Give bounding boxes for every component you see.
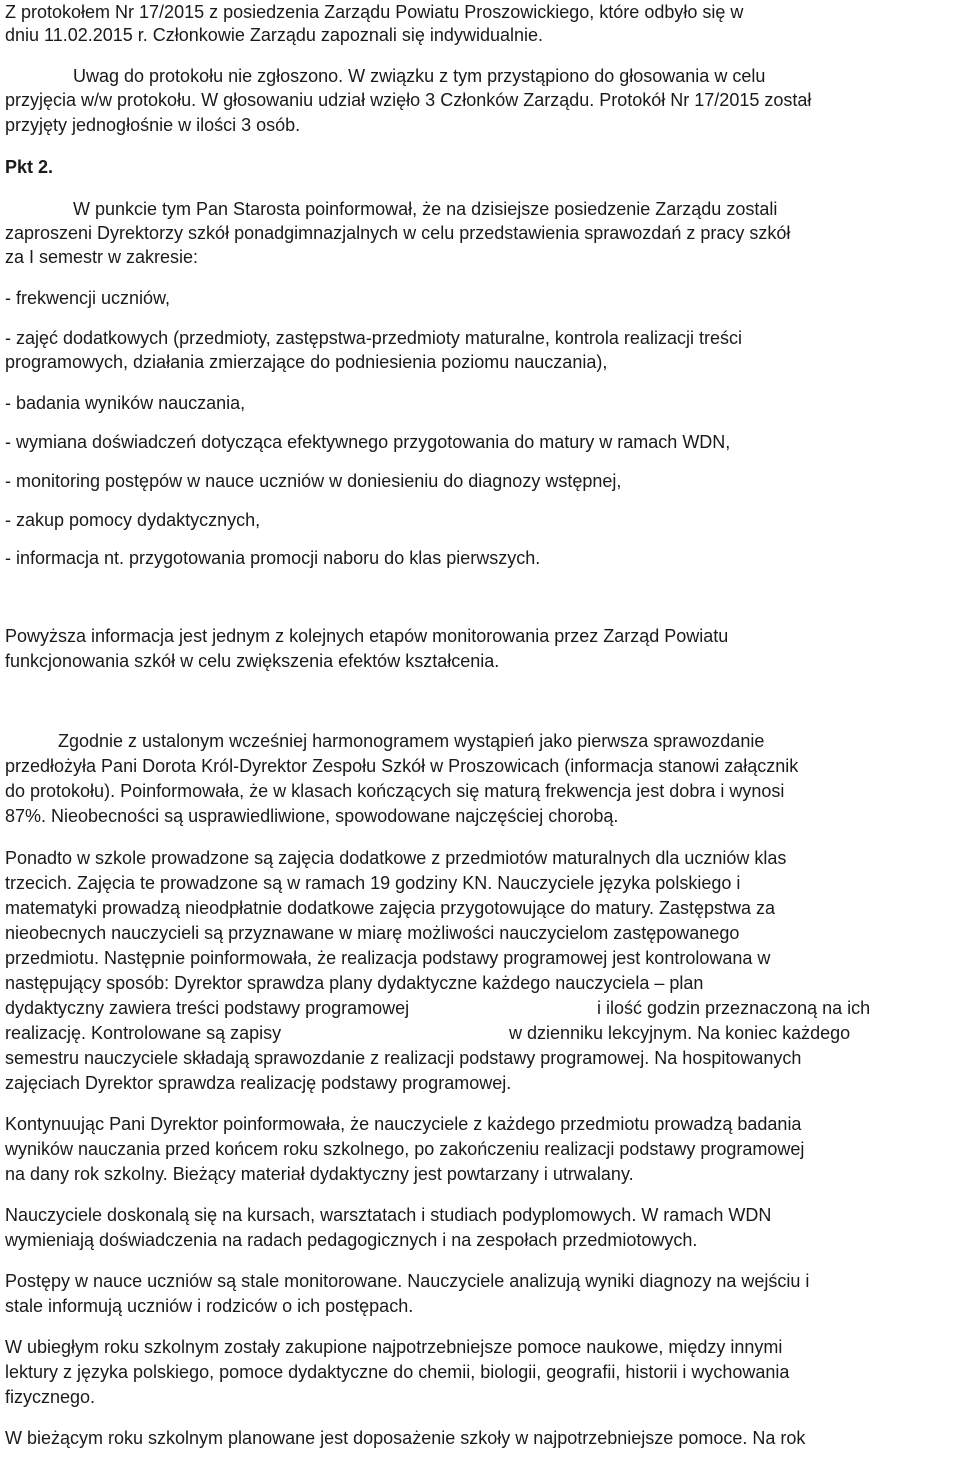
list-item-wdn: - wymiana doświadczeń dotycząca efektywnego przygotowania do matury w ramach WDN,	[5, 432, 731, 452]
list-item-purchase: - zakup pomocy dydaktycznych,	[5, 510, 261, 530]
report-line-2: przedłożyła Pani Dorota Król-Dyrektor Zespołu Szkół w Proszowicach (informacja stanowi załącznik	[5, 756, 799, 776]
extra-line-3: matematyki prowadzą nieodpłatnie dodatkowe zajęcia przygotowujące do matury. Zastępstwa za	[5, 898, 776, 918]
training-line-1: Nauczyciele doskonalą się na kursach, warsztatach i studiach podyplomowych. W ramach WDN	[5, 1205, 772, 1225]
vote-line-3: przyjęty jednogłośnie w ilości 3 osób.	[5, 115, 301, 135]
intro-line-1: Z protokołem Nr 17/2015 z posiedzenia Zarządu Powiatu Proszowickiego, które odbyło się w	[5, 2, 744, 22]
vote-line-1: Uwag do protokołu nie zgłoszono. W związku z tym przystąpiono do głosowania w celu	[73, 66, 766, 86]
extra-line-8a: realizację. Kontrolowane są zapisy	[5, 1023, 282, 1043]
continue-line-3: na dany rok szkolny. Bieżący materiał dydaktyczny jest powtarzany i utrwalany.	[5, 1164, 634, 1184]
purchase-line-1: W ubiegłym roku szkolnym zostały zakupione najpotrzebniejsze pomoce naukowe, między innymi	[5, 1337, 783, 1357]
list-item-extra-classes-1: - zajęć dodatkowych (przedmioty, zastępstwa-przedmioty maturalne, kontrola realizacji treści	[5, 328, 742, 348]
point-intro-line-2: zaproszeni Dyrektorzy szkół ponadgimnazjalnych w celu przedstawienia sprawozdań z pracy szkół	[5, 223, 791, 243]
extra-line-7a: dydaktyczny zawiera treści podstawy programowej	[5, 998, 410, 1018]
report-line-3: do protokołu). Poinformowała, że w klasach kończących się maturą frekwencja jest dobra i wynosi	[5, 781, 785, 801]
report-line-1: Zgodnie z ustalonym wcześniej harmonogramem wystąpień jako pierwsza sprawozdanie	[58, 731, 765, 751]
extra-line-8b: w dzienniku lekcyjnym. Na koniec każdego	[509, 1023, 851, 1043]
current-line-1: W bieżącym roku szkolnym planowane jest doposażenie szkoły w najpotrzebniejsze pomoce. Na rok	[5, 1428, 806, 1448]
extra-line-1: Ponadto w szkole prowadzone są zajęcia dodatkowe z przedmiotów maturalnych dla uczniów klas	[5, 848, 787, 868]
progress-line-2: stale informują uczniów i rodziców o ich postępach.	[5, 1296, 414, 1316]
list-item-attendance: - frekwencji uczniów,	[5, 288, 171, 308]
extra-line-2: trzecich. Zajęcia te prowadzone są w ramach 19 godziny KN. Nauczyciele języka polskiego i	[5, 873, 741, 893]
extra-line-10: zajęciach Dyrektor sprawdza realizację podstawy programowej.	[5, 1073, 512, 1093]
purchase-line-3: fizycznego.	[5, 1387, 96, 1407]
continue-line-2: wyników nauczania przed końcem roku szkolnego, po zakończeniu realizacji podstawy programowej	[5, 1139, 805, 1159]
progress-line-1: Postępy w nauce uczniów są stale monitorowane. Nauczyciele analizują wyniki diagnozy na wejściu i	[5, 1271, 810, 1291]
training-line-2: wymieniają doświadczenia na radach pedagogicznych i na zespołach przedmiotowych.	[5, 1230, 698, 1250]
extra-line-4: nieobecnych nauczycieli są przyznawane w miarę możliwości nauczycielom zastępowanego	[5, 923, 740, 943]
list-item-monitoring: - monitoring postępów w nauce uczniów w doniesieniu do diagnozy wstępnej,	[5, 471, 622, 491]
vote-line-2: przyjęcia w/w protokołu. W głosowaniu udział wzięło 3 Członków Zarządu. Protokół Nr 17/2015 został	[5, 90, 812, 110]
summary-line-2: funkcjonowania szkół w celu zwiększenia efektów kształcenia.	[5, 651, 500, 671]
point-intro-line-1: W punkcie tym Pan Starosta poinformował, że na dzisiejsze posiedzenie Zarządu zostali	[73, 199, 778, 219]
extra-line-6: następujący sposób: Dyrektor sprawdza plany dydaktyczne każdego nauczyciela – plan	[5, 973, 704, 993]
list-item-extra-classes-2: programowych, działania zmierzające do podniesienia poziomu nauczania),	[5, 352, 608, 372]
point-intro-line-3: za I semestr w zakresie:	[5, 247, 199, 267]
list-item-recruitment: - informacja nt. przygotowania promocji naboru do klas pierwszych.	[5, 548, 541, 568]
extra-line-5: przedmiotu. Następnie poinformowała, że realizacja podstawy programowej jest kontrolowana w	[5, 948, 771, 968]
report-line-4: 87%. Nieobecności są usprawiedliwione, spowodowane najczęściej chorobą.	[5, 806, 619, 826]
extra-line-7b: i ilość godzin przeznaczoną na ich	[597, 998, 871, 1018]
list-item-results: - badania wyników nauczania,	[5, 393, 246, 413]
point-heading: Pkt 2.	[5, 157, 54, 177]
extra-line-9: semestru nauczyciele składają sprawozdanie z realizacji podstawy programowej. Na hospitowanych	[5, 1048, 802, 1068]
continue-line-1: Kontynuując Pani Dyrektor poinformowała, że nauczyciele z każdego przedmiotu prowadzą badania	[5, 1114, 802, 1134]
summary-line-1: Powyższa informacja jest jednym z kolejnych etapów monitorowania przez Zarząd Powiatu	[5, 626, 729, 646]
intro-line-2: dniu 11.02.2015 r. Członkowie Zarządu zapoznali się indywidualnie.	[5, 25, 543, 45]
purchase-line-2: lektury z języka polskiego, pomoce dydaktyczne do chemii, biologii, geografii, historii i wychowania	[5, 1362, 790, 1382]
